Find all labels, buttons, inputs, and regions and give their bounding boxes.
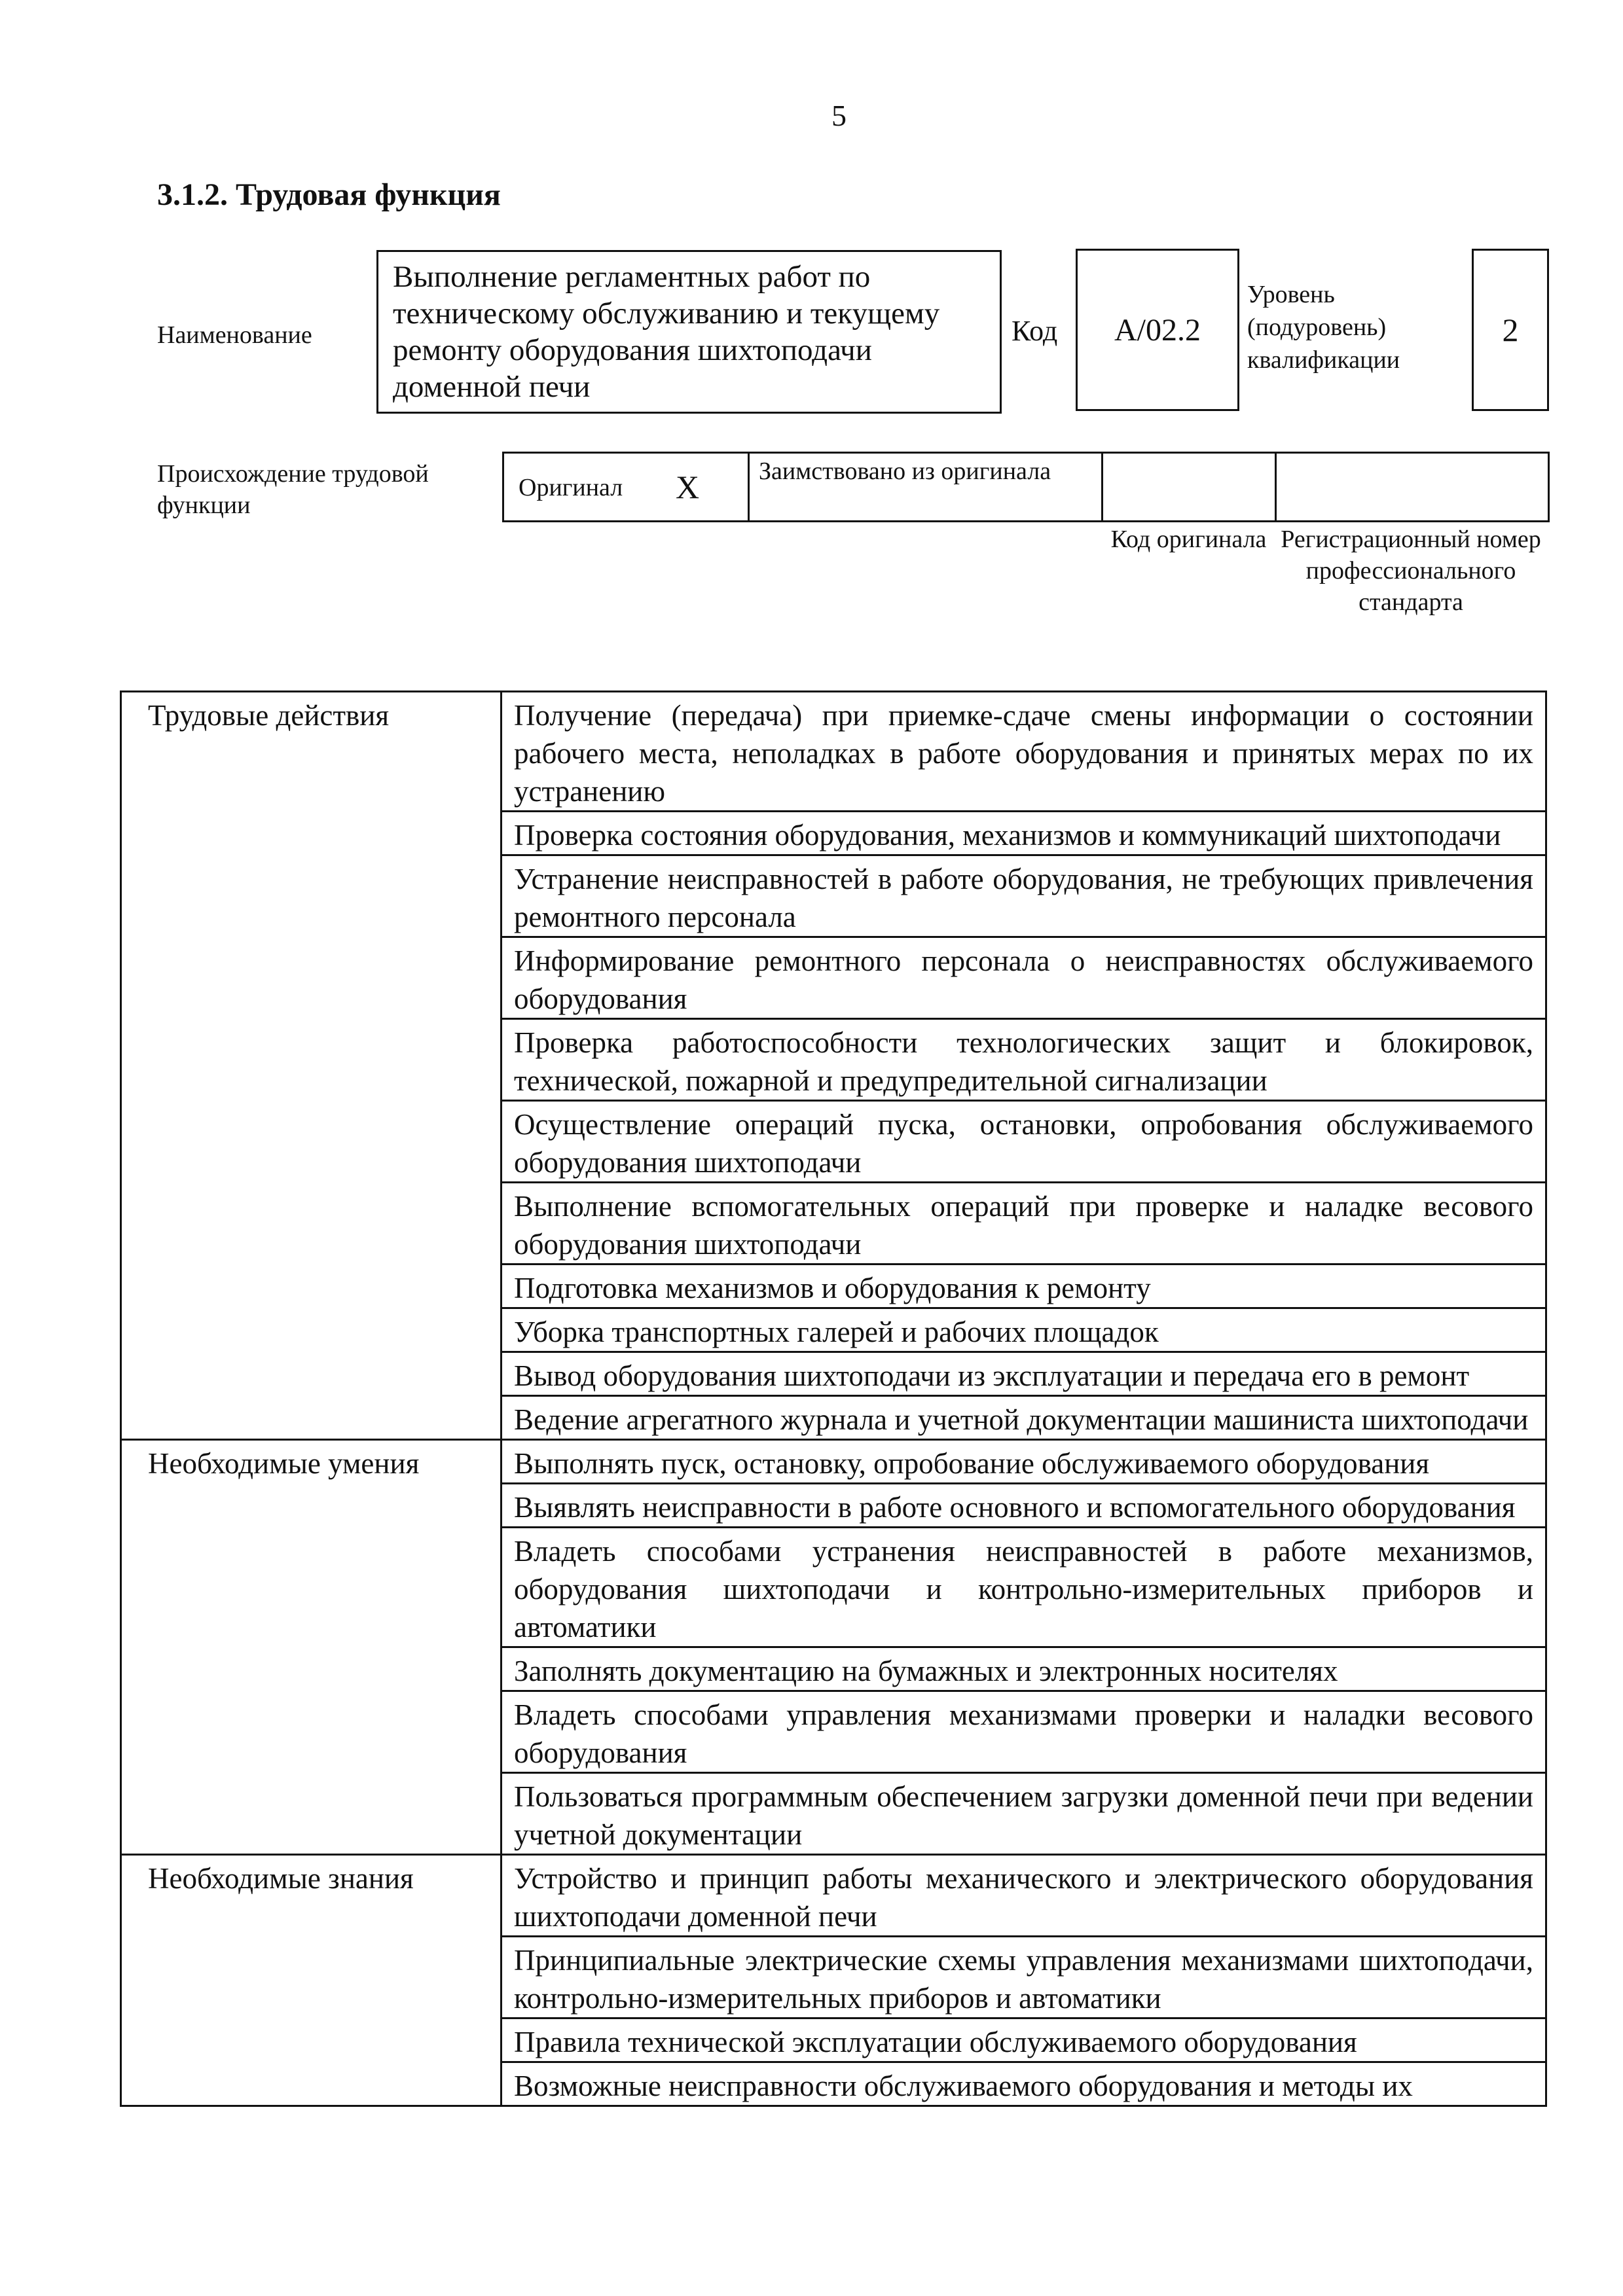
table-row [121, 1440, 1546, 1484]
item-cell: Проверка работоспособности технологических защит и блокировок, технической, пожарной и предупредительной сигнализации [501, 1019, 1546, 1101]
origin-table [502, 452, 1550, 522]
reg-number-cell [1277, 454, 1548, 520]
category-cell: Необходимые знания [121, 1855, 501, 2106]
item-cell: Владеть способами устранения неисправностей в работе механизмов, оборудования шихтоподачи и контрольно-измерительных приборов и автоматики [501, 1528, 1546, 1647]
table-row [121, 692, 1546, 812]
section-title: 3.1.2. Трудовая функция [157, 177, 501, 212]
table-row [121, 1855, 1546, 1937]
borrowed-cell [750, 454, 1103, 520]
reg-number-caption: Регистрационный номер профессионального стандарта [1281, 526, 1541, 616]
original-code-caption: Код оригинала [1110, 526, 1267, 553]
item-cell: Ведение агрегатного журнала и учетной документации машиниста шихтоподачи [501, 1396, 1546, 1440]
labor-function-table [120, 691, 1547, 2107]
item-cell: Возможные неисправности обслуживаемого оборудования и методы их [501, 2062, 1546, 2106]
level-box [1472, 249, 1549, 411]
item-cell: Принципиальные электрические схемы управления механизмами шихтоподачи, контрольно-измерительных приборов и автоматики [501, 1937, 1546, 2018]
item-cell: Выполнять пуск, остановку, опробование обслуживаемого оборудования [501, 1440, 1546, 1484]
item-cell: Выявлять неисправности в работе основного и вспомогательного оборудования [501, 1484, 1546, 1528]
item-cell: Вывод оборудования шихтоподачи из эксплуатации и передача его в ремонт [501, 1352, 1546, 1396]
function-name: Выполнение регламентных работ по техническому обслуживанию и текущему ремонту оборудования шихтоподачи доменной печи [393, 260, 940, 404]
original-mark: Х [676, 469, 700, 505]
borrowed-label: Заимствовано из оригинала [759, 457, 1051, 485]
item-cell: Заполнять документацию на бумажных и электронных носителях [501, 1647, 1546, 1691]
name-label: Наименование [157, 321, 312, 349]
item-cell: Выполнение вспомогательных операций при проверке и наладке весового оборудования шихтоподачи [501, 1183, 1546, 1265]
item-cell: Владеть способами управления механизмами проверки и наладки весового оборудования [501, 1691, 1546, 1773]
original-code-cell [1103, 454, 1277, 520]
item-cell: Подготовка механизмов и оборудования к ремонту [501, 1265, 1546, 1308]
item-cell: Устранение неисправностей в работе оборудования, не требующих привлечения ремонтного персонала [501, 855, 1546, 937]
original-label: Оригинал [519, 474, 623, 501]
category-cell: Необходимые умения [121, 1440, 501, 1855]
code-box [1076, 249, 1239, 411]
item-cell: Уборка транспортных галерей и рабочих площадок [501, 1308, 1546, 1352]
original-cell [504, 454, 750, 520]
item-cell: Информирование ремонтного персонала о неисправностях обслуживаемого оборудования [501, 937, 1546, 1019]
category-cell: Трудовые действия [121, 692, 501, 1440]
code-label: Код [1012, 315, 1058, 347]
item-cell: Правила технической эксплуатации обслуживаемого оборудования [501, 2018, 1546, 2062]
item-cell: Пользоваться программным обеспечением загрузки доменной печи при ведении учетной документации [501, 1773, 1546, 1855]
page-number: 5 [831, 99, 847, 132]
origin-label: Происхождение трудовой функции [157, 460, 429, 519]
code-value: А/02.2 [1114, 312, 1201, 348]
item-cell: Устройство и принцип работы механического и электрического оборудования шихтоподачи доменной печи [501, 1855, 1546, 1937]
item-cell: Проверка состояния оборудования, механизмов и коммуникаций шихтоподачи [501, 812, 1546, 855]
level-label: Уровень (подуровень) квалификации [1247, 281, 1400, 374]
level-value: 2 [1502, 312, 1519, 348]
item-cell: Осуществление операций пуска, остановки, опробования обслуживаемого оборудования шихтоподачи [501, 1101, 1546, 1183]
item-cell: Получение (передача) при приемке-сдаче смены информации о состоянии рабочего места, неполадках в работе оборудования и принятых мерах по их устранению [501, 692, 1546, 812]
function-name-box [376, 250, 1002, 414]
